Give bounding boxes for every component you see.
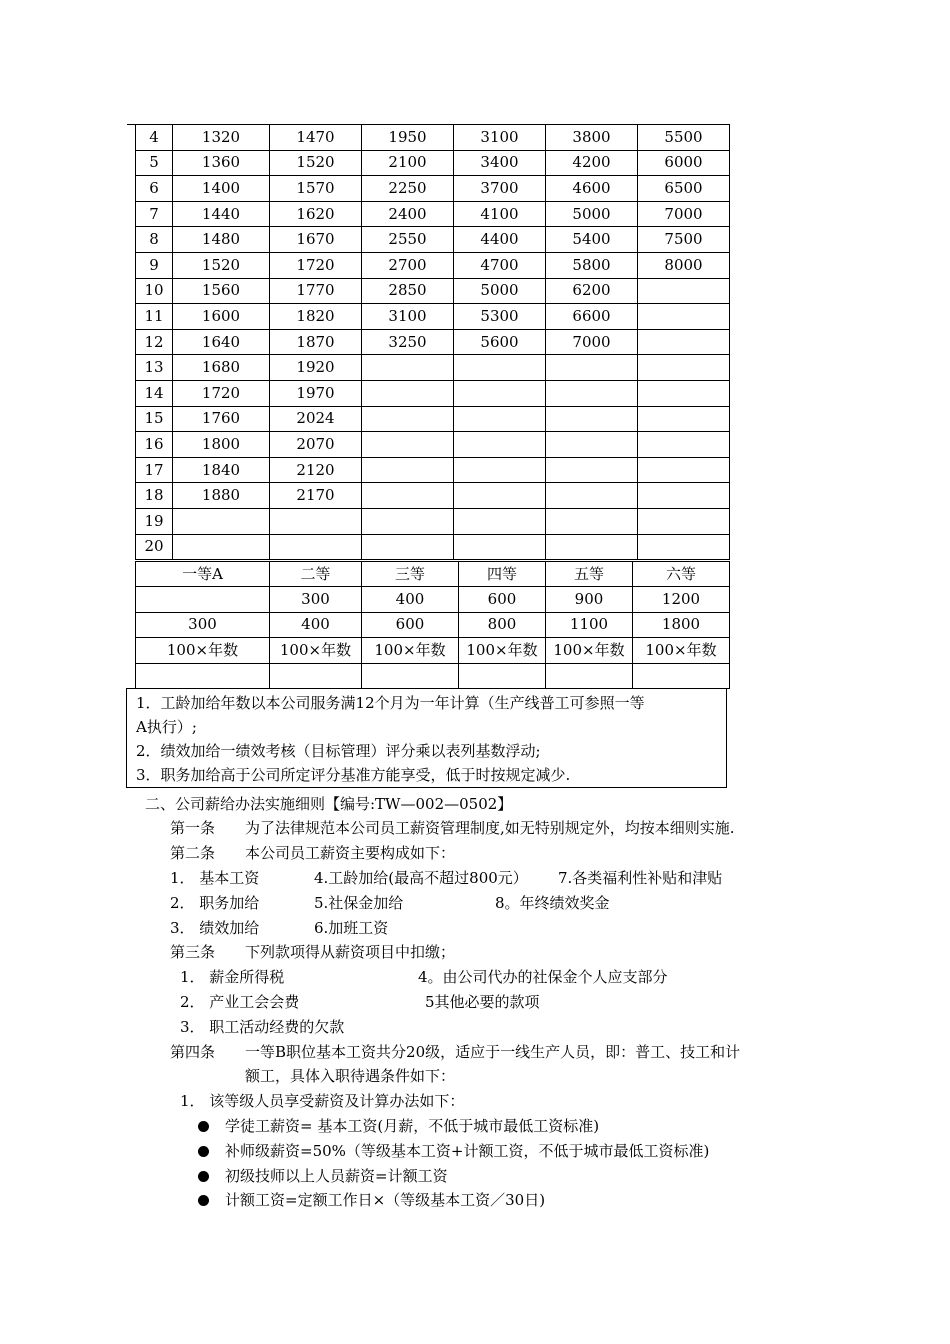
salary-cell [454,457,546,483]
salary-cell: 1480 [173,227,270,253]
salary-cell [454,508,546,534]
salary-cell: 1800 [173,432,270,458]
salary-cell: 2400 [362,201,454,227]
salary-cell: 4600 [546,176,638,202]
table-cell: 100×年数 [362,638,459,663]
salary-cell [362,508,454,534]
salary-cell: 1320 [173,125,270,151]
salary-cell [546,534,638,560]
deduction-item: 1． 薪金所得税 [180,968,285,986]
article-2-label: 第二条 [170,844,216,862]
salary-cell [546,483,638,509]
salary-cell [454,380,546,406]
section-title: 二、公司薪给办法实施细则【编号:TW—002—0502】 [145,795,513,813]
table-row [136,432,730,458]
salary-cell: 5000 [454,278,546,304]
level-number: 9 [136,252,173,278]
article-4-text: 一等B职位基本工资共分20级，适应于一线生产人员，即：普工、技工和计 [245,1043,741,1061]
salary-cell [454,432,546,458]
table-edge-mark [127,124,135,125]
table-cell: 1800 [633,612,730,637]
table-cell [270,663,362,688]
salary-cell [362,534,454,560]
table-row [136,150,730,176]
salary-cell: 7500 [638,227,730,253]
salary-cell [638,355,730,381]
salary-cell [638,508,730,534]
bullet-item [198,1139,709,1163]
table-row [136,252,730,278]
bullet-dot-icon [198,1121,209,1132]
salary-cell [546,355,638,381]
bullet-item [198,1188,545,1212]
salary-cell [362,380,454,406]
table-row [136,457,730,483]
grade-label: 四等 [459,562,546,587]
addition-row-a [136,587,730,612]
salary-cell [638,483,730,509]
salary-cell: 1820 [270,304,362,330]
salary-cell [454,534,546,560]
salary-cell: 3100 [454,125,546,151]
bullet-item [198,1114,599,1138]
salary-cell [454,355,546,381]
salary-addition-table [135,561,730,689]
article-2-text: 本公司员工薪资主要构成如下： [245,844,456,862]
addition-row-b [136,612,730,637]
salary-cell [270,508,362,534]
table-cell [633,663,730,688]
salary-cell [638,457,730,483]
pay-item: 8。年终绩效奖金 [495,894,610,912]
grade-header-row [136,562,730,587]
salary-cell: 5300 [454,304,546,330]
table-cell: 1100 [546,612,633,637]
salary-cell [638,278,730,304]
salary-cell: 6600 [546,304,638,330]
salary-cell: 6000 [638,150,730,176]
table-row [136,227,730,253]
article-1-text: 为了法律规范本公司员工薪资管理制度,如无特别规定外，均按本细则实施. [245,819,735,837]
salary-grade-table [135,124,730,560]
salary-cell: 5400 [546,227,638,253]
salary-cell: 7000 [546,329,638,355]
table-cell: 300 [136,612,270,637]
salary-cell: 1950 [362,125,454,151]
empty-row [136,663,730,688]
table-cell: 600 [459,587,546,612]
grade-label: 一等A [136,562,270,587]
salary-cell [362,483,454,509]
salary-cell: 2170 [270,483,362,509]
table-row [136,329,730,355]
deduction-item: 4。由公司代办的社保金个人应支部分 [418,968,668,986]
salary-cell [546,432,638,458]
table-cell: 400 [362,587,459,612]
bullet-text: 补师级薪资=50%（等级基本工资+计额工资，不低于城市最低工资标准) [225,1142,710,1160]
table-notes [126,688,727,788]
table-cell: 600 [362,612,459,637]
table-row [136,125,730,151]
salary-cell [362,457,454,483]
salary-cell: 5000 [546,201,638,227]
note-line: 2．绩效加给一绩效考核（目标管理）评分乘以表列基数浮动; [136,742,541,760]
salary-cell: 1620 [270,201,362,227]
grade-label: 三等 [362,562,459,587]
salary-cell: 4200 [546,150,638,176]
salary-cell [638,406,730,432]
table-cell [362,663,459,688]
salary-cell: 4400 [454,227,546,253]
salary-cell: 2024 [270,406,362,432]
pay-item: 1． 基本工资 [170,869,260,887]
table-cell: 100×年数 [633,638,730,663]
table-row [136,278,730,304]
salary-cell [454,483,546,509]
table-row [136,534,730,560]
salary-cell: 6500 [638,176,730,202]
salary-cell: 2070 [270,432,362,458]
note-line: A执行）; [136,718,197,736]
salary-cell: 1570 [270,176,362,202]
salary-cell: 1400 [173,176,270,202]
level-number: 11 [136,304,173,330]
table-cell: 1200 [633,587,730,612]
salary-cell: 1520 [270,150,362,176]
table-row [136,380,730,406]
salary-cell [173,534,270,560]
pay-item: 6.加班工资 [314,919,389,937]
level-number: 20 [136,534,173,560]
salary-cell [454,406,546,432]
bullet-text: 计额工资=定额工作日×（等级基本工资／30日) [225,1191,546,1209]
salary-cell: 2120 [270,457,362,483]
salary-cell: 3400 [454,150,546,176]
salary-cell [546,380,638,406]
level-number: 7 [136,201,173,227]
table-row [136,508,730,534]
pay-item: 2． 职务加给 [170,894,260,912]
salary-cell: 1720 [173,380,270,406]
level-number: 14 [136,380,173,406]
salary-cell: 2250 [362,176,454,202]
table-row [136,304,730,330]
pay-item: 3． 绩效加给 [170,919,260,937]
level-number: 8 [136,227,173,253]
salary-cell: 1870 [270,329,362,355]
salary-cell: 1600 [173,304,270,330]
salary-cell: 1440 [173,201,270,227]
note-line: 3．职务加给高于公司所定评分基准方能享受，低于时按规定减少. [136,766,571,784]
addition-row-c [136,638,730,663]
salary-cell [362,355,454,381]
salary-cell [173,508,270,534]
salary-cell: 1360 [173,150,270,176]
level-number: 6 [136,176,173,202]
level-number: 18 [136,483,173,509]
level-number: 5 [136,150,173,176]
level-number: 19 [136,508,173,534]
salary-cell: 3700 [454,176,546,202]
salary-cell: 1760 [173,406,270,432]
salary-cell: 2550 [362,227,454,253]
article-4-subitem: 1． 该等级人员享受薪资及计算办法如下： [180,1092,465,1110]
salary-cell: 1720 [270,252,362,278]
table-row [136,201,730,227]
table-row [136,176,730,202]
article-3-text: 下列款项得从薪资项目中扣缴； [245,943,456,961]
table-cell: 800 [459,612,546,637]
salary-cell: 1560 [173,278,270,304]
salary-cell: 1880 [173,483,270,509]
pay-item: 4.工龄加给(最高不超过800元） [314,869,528,887]
salary-cell: 4700 [454,252,546,278]
salary-cell: 3250 [362,329,454,355]
table-cell: 300 [270,587,362,612]
salary-cell [638,304,730,330]
salary-cell: 7000 [638,201,730,227]
article-1-label: 第一条 [170,819,216,837]
note-line: 1．工龄加给年数以本公司服务满12个月为一年计算（生产线普工可参照一等 [136,694,645,712]
bullet-item [198,1164,448,1188]
salary-cell [362,406,454,432]
deduction-item: 3． 职工活动经费的欠款 [180,1018,345,1036]
salary-cell [546,457,638,483]
salary-cell: 1670 [270,227,362,253]
salary-cell: 2850 [362,278,454,304]
table-row [136,483,730,509]
salary-cell: 5500 [638,125,730,151]
salary-cell: 1640 [173,329,270,355]
salary-cell: 3100 [362,304,454,330]
level-number: 17 [136,457,173,483]
table-cell: 100×年数 [459,638,546,663]
pay-item: 7.各类福利性补贴和津贴 [558,869,723,887]
table-cell: 100×年数 [136,638,270,663]
salary-cell: 3800 [546,125,638,151]
salary-cell: 2100 [362,150,454,176]
deduction-item: 5其他必要的款项 [425,993,540,1011]
salary-cell: 1920 [270,355,362,381]
salary-cell: 2700 [362,252,454,278]
bullet-text: 学徒工薪资= 基本工资(月薪，不低于城市最低工资标准) [225,1117,600,1135]
article-3-label: 第三条 [170,943,216,961]
bullet-dot-icon [198,1171,209,1182]
table-cell [459,663,546,688]
salary-cell: 1520 [173,252,270,278]
salary-cell: 8000 [638,252,730,278]
table-cell [136,587,270,612]
salary-cell [546,406,638,432]
salary-cell: 1770 [270,278,362,304]
table-cell: 100×年数 [270,638,362,663]
level-number: 15 [136,406,173,432]
salary-cell [270,534,362,560]
grade-label: 五等 [546,562,633,587]
salary-cell: 5600 [454,329,546,355]
level-number: 12 [136,329,173,355]
table-cell [546,663,633,688]
salary-cell [638,534,730,560]
salary-cell: 1470 [270,125,362,151]
salary-cell: 1680 [173,355,270,381]
article-4-text-cont: 额工，具体入职待遇条件如下： [245,1067,456,1085]
table-cell [136,663,270,688]
bullet-dot-icon [198,1146,209,1157]
grade-label: 六等 [633,562,730,587]
salary-cell [638,329,730,355]
salary-cell: 4100 [454,201,546,227]
table-cell: 100×年数 [546,638,633,663]
salary-cell: 6200 [546,278,638,304]
level-number: 4 [136,125,173,151]
deduction-item: 2． 产业工会会费 [180,993,300,1011]
bullet-text: 初级技师以上人员薪资=计额工资 [225,1167,448,1185]
salary-cell [546,508,638,534]
salary-cell [362,432,454,458]
salary-cell: 5800 [546,252,638,278]
salary-cell [638,380,730,406]
salary-cell: 1970 [270,380,362,406]
table-row [136,355,730,381]
table-cell: 900 [546,587,633,612]
article-4-label: 第四条 [170,1043,216,1061]
bullet-dot-icon [198,1195,209,1206]
grade-label: 二等 [270,562,362,587]
table-row [136,406,730,432]
table-cell: 400 [270,612,362,637]
level-number: 10 [136,278,173,304]
pay-item: 5.社保金加给 [314,894,404,912]
salary-cell [638,432,730,458]
level-number: 16 [136,432,173,458]
salary-cell: 1840 [173,457,270,483]
level-number: 13 [136,355,173,381]
